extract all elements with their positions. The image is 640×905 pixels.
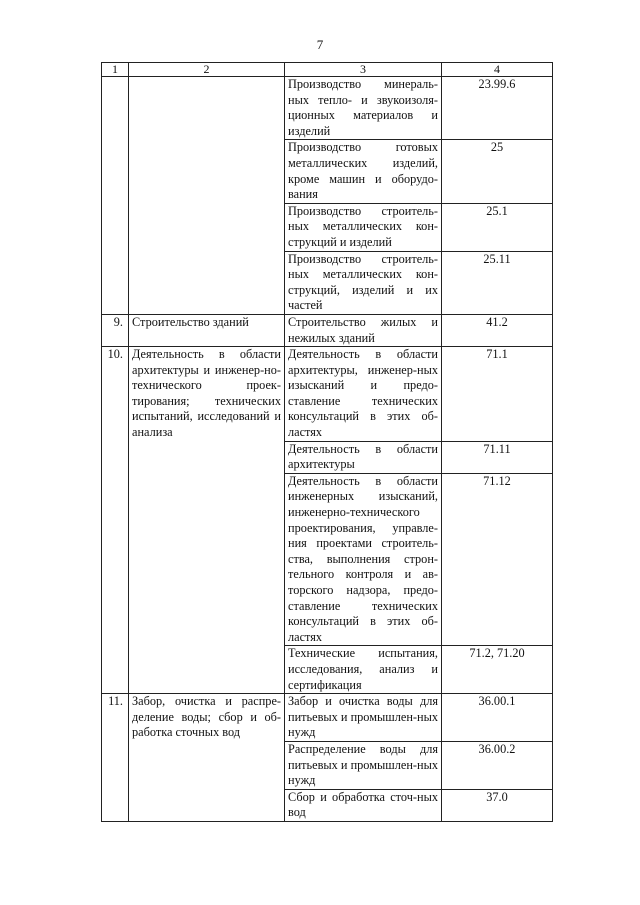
code-cell: 37.0 — [442, 789, 553, 821]
subactivity-cell: Распределение воды для питьевых и промышлен-ных нужд — [285, 741, 442, 789]
activity-cell: Забор, очистка и распре-деление воды; сбор и об-работка сточных вод — [129, 694, 285, 742]
table-row — [102, 347, 553, 442]
subactivity-cell: Забор и очистка воды для питьевых и промышлен-ных нужд — [285, 694, 442, 742]
code-cell: 71.1 — [442, 347, 553, 442]
table-row — [102, 741, 553, 789]
row-number — [102, 203, 129, 251]
subactivity-cell: Строительство жилых и нежилых зданий — [285, 314, 442, 346]
table-row — [102, 646, 553, 694]
activity-cell — [129, 140, 285, 203]
column-header: 3 — [285, 63, 442, 77]
row-number — [102, 741, 129, 789]
row-number — [102, 140, 129, 203]
subactivity-cell: Деятельность в области архитектуры, инженер-ных изысканий и предо-ставление технических консультаций в этих об-ластях — [285, 347, 442, 442]
table-row — [102, 77, 553, 140]
activity-cell: Строительство зданий — [129, 314, 285, 346]
row-number — [102, 251, 129, 314]
row-number: 9. — [102, 314, 129, 346]
subactivity-cell: Производство минераль-ных тепло- и звукоизоля-ционных материалов и изделий — [285, 77, 442, 140]
subactivity-cell: Технические испытания, исследования, анализ и сертификация — [285, 646, 442, 694]
subactivity-cell: Производство строитель-ных металлических кон-струкций и изделий — [285, 203, 442, 251]
activity-cell — [129, 789, 285, 821]
subactivity-cell: Деятельность в области инженерных изысканий, инженерно-технического проектирования, управле-ния проектами строитель-ства, выполнения строн-тельного контроля и ав-торского надзора, предо-ставление технических консультаций в этих об-ластях — [285, 473, 442, 646]
table-row — [102, 140, 553, 203]
subactivity-cell: Сбор и обработка сточ-ных вод — [285, 789, 442, 821]
activity-cell — [129, 251, 285, 314]
page-number: 7 — [316, 37, 324, 52]
activity-cell — [129, 203, 285, 251]
activity-cell: Деятельность в области архитектуры и инженер-но-технического проек-тирования; технических испытаний, исследований и анализа — [129, 347, 285, 442]
activity-table — [101, 62, 553, 822]
row-number: 11. — [102, 694, 129, 742]
code-cell: 25.11 — [442, 251, 553, 314]
subactivity-cell: Деятельность в области архитектуры — [285, 441, 442, 473]
code-cell: 71.2, 71.20 — [442, 646, 553, 694]
column-header: 2 — [129, 63, 285, 77]
activity-cell — [129, 77, 285, 140]
code-cell: 71.11 — [442, 441, 553, 473]
code-cell: 36.00.1 — [442, 694, 553, 742]
row-number — [102, 789, 129, 821]
table-row — [102, 314, 553, 346]
activity-cell — [129, 741, 285, 789]
table-row — [102, 441, 553, 473]
code-cell: 25 — [442, 140, 553, 203]
row-number — [102, 473, 129, 646]
column-header: 1 — [102, 63, 129, 77]
activity-cell — [129, 646, 285, 694]
table-header-row — [102, 63, 553, 77]
code-cell: 23.99.6 — [442, 77, 553, 140]
code-cell: 71.12 — [442, 473, 553, 646]
row-number — [102, 77, 129, 140]
subactivity-cell: Производство строитель-ных металлических кон-струкций, изделий и их частей — [285, 251, 442, 314]
table-row — [102, 203, 553, 251]
row-number — [102, 646, 129, 694]
table-row — [102, 694, 553, 742]
table-row — [102, 473, 553, 646]
row-number: 10. — [102, 347, 129, 442]
subactivity-cell: Производство готовых металлических изделий, кроме машин и оборудо-вания — [285, 140, 442, 203]
activity-cell — [129, 441, 285, 473]
code-cell: 25.1 — [442, 203, 553, 251]
row-number — [102, 441, 129, 473]
code-cell: 41.2 — [442, 314, 553, 346]
activity-cell — [129, 473, 285, 646]
code-cell: 36.00.2 — [442, 741, 553, 789]
table-row — [102, 251, 553, 314]
column-header: 4 — [442, 63, 553, 77]
table-row — [102, 789, 553, 821]
